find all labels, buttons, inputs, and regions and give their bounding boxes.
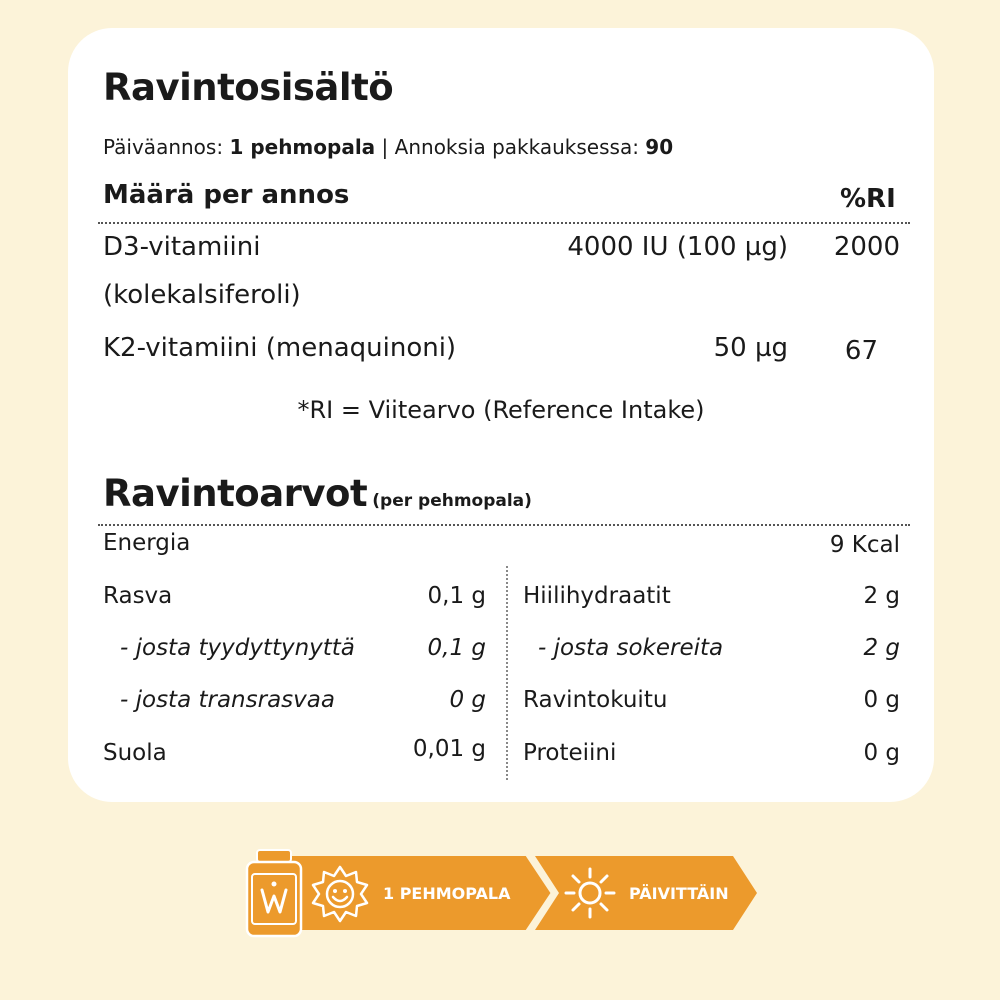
header-divider [98, 222, 910, 224]
fibre-value: 0 g [863, 687, 900, 713]
fat-label: Rasva [103, 583, 173, 609]
ri-header: %RI [840, 184, 896, 214]
values-heading [103, 472, 532, 515]
banner-step1-label: 1 PEHMOPALA [383, 884, 511, 903]
fibre-label: Ravintokuitu [523, 687, 668, 713]
amount-per-serving-header: Määrä per annos [103, 180, 350, 210]
protein-label: Proteiini [523, 740, 617, 766]
serving-separator: | [381, 135, 389, 159]
vitamin-d3-name: D3-vitamiini [103, 232, 261, 262]
vitamin-d3-ri: 2000 [833, 232, 900, 262]
serving-prefix: Päiväannos: [103, 135, 224, 159]
nutrition-card [68, 28, 934, 802]
vitamin-k2-amount: 50 µg [713, 333, 788, 363]
energy-label: Energia [103, 530, 191, 556]
energy-value: 9 Kcal [829, 532, 900, 558]
vitamin-d3-subname: (kolekalsiferoli) [103, 280, 301, 310]
dosage-banner [245, 848, 760, 938]
values-title: Ravintoarvot [103, 472, 368, 515]
protein-value: 0 g [863, 740, 900, 766]
ri-footnote: *RI = Viitearvo (Reference Intake) [297, 396, 705, 424]
vitamin-d3-amount: 4000 IU (100 µg) [567, 232, 788, 262]
vitamin-k2-ri: 67 [844, 336, 878, 366]
nutrition-title: Ravintosisältö [103, 66, 394, 109]
fat-value: 0,1 g [427, 583, 486, 609]
serving-value: 1 pehmopala [229, 135, 376, 159]
values-divider [98, 524, 910, 526]
column-divider [506, 566, 508, 780]
vitamin-k2-name: K2-vitamiini (menaquinoni) [103, 333, 457, 363]
packs-value: 90 [645, 135, 674, 159]
values-subtitle: (per pehmopala) [372, 491, 532, 511]
saturated-fat-value: 0,1 g [427, 635, 486, 661]
sugars-label: - josta sokereita [538, 635, 724, 661]
salt-value: 0,01 g [412, 736, 486, 762]
jar-logo-icon [245, 848, 305, 938]
sugars-value: 2 g [863, 635, 900, 661]
sun-icon [563, 866, 617, 920]
salt-label: Suola [103, 740, 167, 766]
trans-fat-value: 0 g [449, 687, 486, 713]
carbohydrates-label: Hiilihydraatit [523, 583, 671, 609]
saturated-fat-label: - josta tyydyttynyttä [120, 635, 355, 661]
serving-info [103, 135, 673, 159]
smiling-sun-icon [311, 865, 369, 923]
banner-step2-label: PÄIVITTÄIN [629, 884, 729, 903]
packs-prefix: Annoksia pakkauksessa: [394, 135, 639, 159]
trans-fat-label: - josta transrasvaa [120, 687, 335, 713]
carbohydrates-value: 2 g [863, 583, 900, 609]
